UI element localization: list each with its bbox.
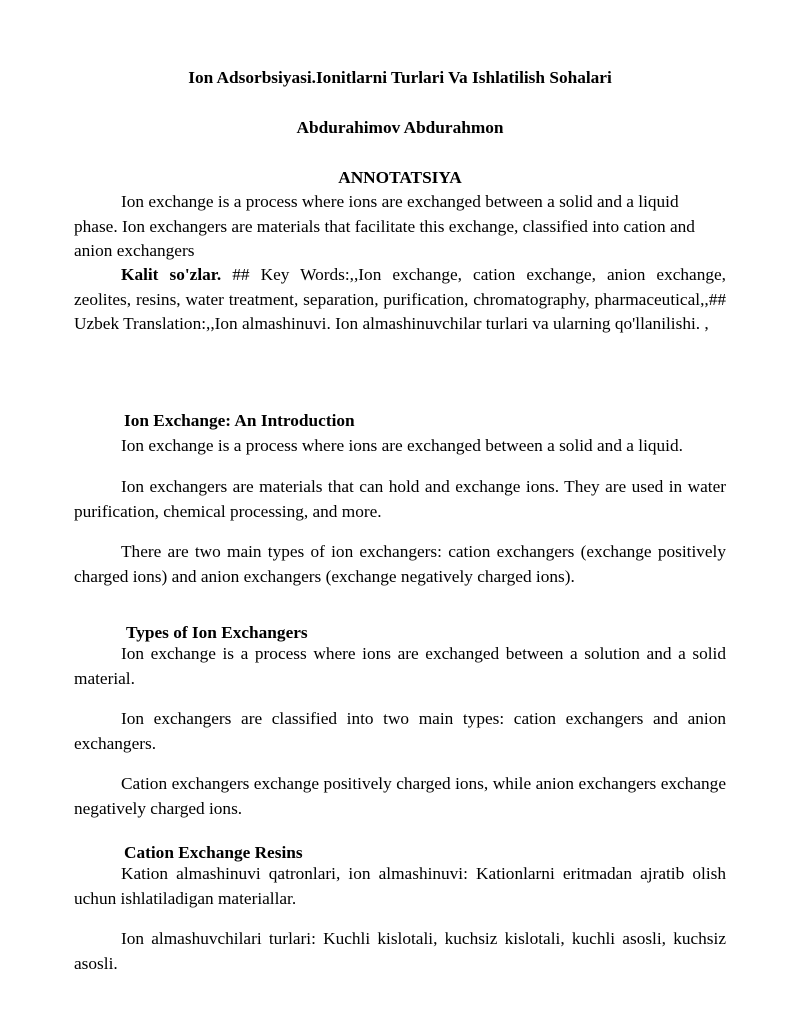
intro-paragraph-1: Ion exchange is a process where ions are exchanged between a solid and a liquid. xyxy=(121,436,683,455)
intro-paragraph-3: There are two main types of ion exchangers: cation exchangers (exchange positively charged ions) and anion exchangers (exchange negatively charged ions). xyxy=(74,542,726,586)
keywords-label: Kalit so'zlar. xyxy=(121,265,222,284)
types-paragraph-1: Ion exchange is a process where ions are exchanged between a solution and a solid material. xyxy=(74,644,726,688)
section-heading-cation: Cation Exchange Resins xyxy=(124,843,303,862)
annotation-paragraph: Ion exchange is a process where ions are exchanged between a solid and a liquid phase. Ion exchangers are materials that facilitate this exchange, classified into cation and anion exchangers xyxy=(74,192,695,260)
cation-paragraph-1: Kation almashinuvi qatronlari, ion almashinuvi: Kationlarni eritmadan ajratib olish uchun ishlatiladigan materiallar. xyxy=(74,864,726,908)
types-paragraph-3: Cation exchangers exchange positively charged ions, while anion exchangers exchange negatively charged ions. xyxy=(74,774,726,818)
keywords-text: ## Key Words:,,Ion exchange, cation exchange, anion exchange, zeolites, resins, water treatment, separation, purification, chromatography, pharmaceutical,,## Uzbek Translation:,,Ion almashinuvi. Ion almashinuvchilar turlari va ularning qo'llanilishi. , xyxy=(74,265,726,333)
document-title: Ion Adsorbsiyasi.Ionitlarni Turlari Va Ishlatilish Sohalari xyxy=(188,68,612,87)
annotation-heading: ANNOTATSIYA xyxy=(338,168,462,187)
types-paragraph-2: Ion exchangers are classified into two main types: cation exchangers and anion exchangers. xyxy=(74,709,726,753)
cation-paragraph-2: Ion almashuvchilari turlari: Kuchli kislotali, kuchsiz kislotali, kuchli asosli, kuchsiz asosli. xyxy=(74,929,726,973)
section-heading-intro: Ion Exchange: An Introduction xyxy=(124,411,355,430)
author-name: Abdurahimov Abdurahmon xyxy=(296,118,504,137)
intro-paragraph-2: Ion exchangers are materials that can hold and exchange ions. They are used in water purification, chemical processing, and more. xyxy=(74,477,726,521)
section-heading-types: Types of Ion Exchangers xyxy=(126,623,308,642)
keywords-paragraph xyxy=(74,263,726,337)
